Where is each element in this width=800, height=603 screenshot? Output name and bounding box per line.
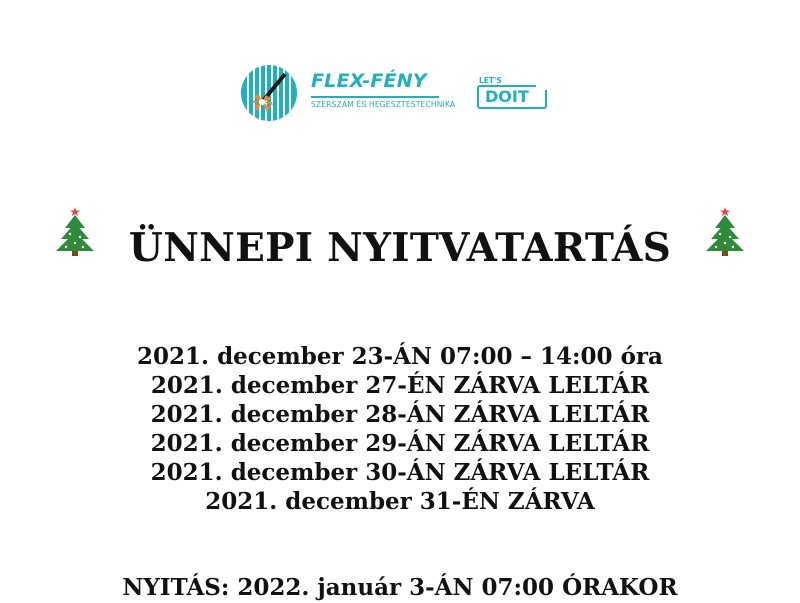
flex-feny-tagline: SZERSZÁM ÉS HEGESZTÉSTECHNIKA [311, 100, 456, 109]
schedule-item: 2021. december 28-ÁN ZÁRVA LELTÁR [150, 401, 650, 428]
logo-row [0, 62, 800, 124]
flex-feny-divider [311, 96, 439, 98]
page-title: ÜNNEPI NYITVATARTÁS [128, 225, 672, 271]
schedule-item: 2021. december 30-ÁN ZÁRVA LELTÁR [150, 459, 650, 486]
flex-feny-logo [240, 62, 456, 124]
lets-doit-frame-notch [536, 84, 548, 90]
lets-doit-word: DOIT [485, 87, 529, 106]
lets-doit-logo [477, 76, 549, 110]
christmas-tree-icon [702, 203, 748, 257]
reopening-notice: NYITÁS: 2022. január 3-ÁN 07:00 ÓRAKOR [122, 574, 678, 601]
lets-doit-frame [477, 85, 547, 109]
flex-feny-emblem-icon [240, 64, 298, 122]
title-row [0, 200, 800, 270]
schedule-item: 2021. december 31-ÉN ZÁRVA [205, 488, 595, 515]
schedule-item: 2021. december 23-ÁN 07:00 – 14:00 óra [137, 343, 663, 370]
schedule-item: 2021. december 29-ÁN ZÁRVA LELTÁR [150, 430, 650, 457]
lets-doit-small-text: LET'S [479, 76, 502, 85]
schedule-item: 2021. december 27-ÉN ZÁRVA LELTÁR [150, 372, 650, 399]
holiday-schedule-list [0, 342, 800, 516]
flex-feny-brand-name: FLEX-FÉNY [311, 70, 427, 92]
